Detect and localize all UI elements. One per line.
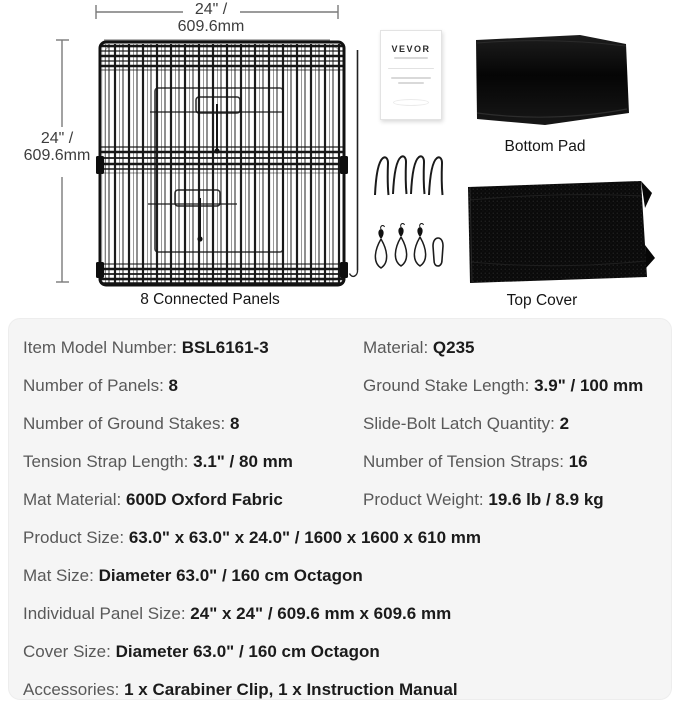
tension-strap-icon (395, 224, 406, 266)
spec-value: 19.6 lb / 8.9 kg (488, 490, 604, 509)
top-width-dimension-label (150, 1, 272, 35)
ground-stake-icon (429, 157, 443, 195)
spec-value: 8 (229, 414, 240, 433)
spec-label: Number of Ground Stakes: (23, 414, 226, 433)
panels-caption: 8 Connected Panels (140, 291, 280, 308)
bottom-pad-caption: Bottom Pad (504, 138, 586, 155)
left-height-dimension-label (10, 130, 104, 164)
spec-row (23, 481, 657, 519)
manual-text-placeholder (391, 77, 431, 79)
manual-emboss-oval (393, 99, 429, 106)
panel-stack-illustration (96, 40, 348, 285)
spec-row (23, 443, 657, 481)
spec-row (23, 329, 657, 367)
spec-item (23, 680, 657, 700)
spec-row (23, 633, 657, 671)
spec-item (363, 376, 657, 396)
vevor-logo: VEVOR (391, 44, 431, 54)
spec-value: BSL6161-3 (181, 338, 269, 357)
spec-row (23, 519, 657, 557)
spec-value: Diameter 63.0" / 160 cm Octagon (98, 566, 363, 585)
spec-label: Cover Size: (23, 642, 111, 661)
spec-row (23, 595, 657, 633)
ground-stake-icon (411, 156, 425, 194)
spec-value: 24" x 24" / 609.6 mm x 609.6 mm (190, 604, 452, 623)
dimension-text: 24" / (194, 1, 228, 18)
spec-value: 3.1" / 80 mm (193, 452, 293, 471)
spec-item (23, 642, 657, 662)
spec-label: Accessories: (23, 680, 120, 699)
tension-straps-group (375, 224, 443, 268)
spec-value: 16 (568, 452, 588, 471)
spec-item (23, 604, 657, 624)
spec-label: Mat Size: (23, 566, 94, 585)
manual-text-placeholder (398, 82, 424, 84)
spec-label: Slide-Bolt Latch Quantity: (363, 414, 555, 433)
spec-label: Item Model Number: (23, 338, 177, 357)
spec-label: Tension Strap Length: (23, 452, 189, 471)
spec-row (23, 671, 657, 705)
instruction-manual-card (380, 30, 442, 120)
spec-item (23, 528, 657, 548)
tension-strap-icon (375, 226, 386, 268)
spec-label: Product Weight: (363, 490, 484, 509)
spec-item (23, 376, 363, 396)
spec-item (363, 452, 657, 472)
spec-row (23, 405, 657, 443)
spec-value: Q235 (432, 338, 475, 357)
specifications-panel (8, 318, 672, 700)
ground-stake-icon (375, 157, 389, 195)
spec-label: Number of Tension Straps: (363, 452, 564, 471)
spec-item (23, 566, 657, 586)
spec-item (23, 452, 363, 472)
spec-value: 1 x Carabiner Clip, 1 x Instruction Manual (124, 680, 458, 699)
spec-label: Ground Stake Length: (363, 376, 530, 395)
ground-stakes-group (375, 156, 443, 195)
connector-rod-icon (350, 50, 358, 276)
dimension-text: 24" / (40, 130, 74, 147)
spec-value: 2 (559, 414, 570, 433)
carabiner-clip-icon (433, 238, 443, 266)
top-cover-caption: Top Cover (506, 292, 578, 309)
spec-value: 8 (168, 376, 178, 395)
spec-label: Mat Material: (23, 490, 122, 509)
spec-item (363, 490, 657, 510)
manual-divider (388, 68, 434, 69)
spec-label: Number of Panels: (23, 376, 164, 395)
bottom-pad-image (476, 35, 629, 125)
spec-item (363, 338, 657, 358)
spec-row (23, 367, 657, 405)
spec-item (23, 490, 363, 510)
spec-row (23, 557, 657, 595)
spec-item (23, 414, 363, 434)
spec-item (363, 414, 657, 434)
spec-value: 63.0" x 63.0" x 24.0" / 1600 x 1600 x 610 mm (128, 528, 482, 547)
spec-label: Product Size: (23, 528, 125, 547)
spec-value: Diameter 63.0" / 160 cm Octagon (115, 642, 380, 661)
dimension-text: 609.6mm (177, 18, 245, 35)
dimension-text: 609.6mm (23, 147, 91, 164)
top-cover-image (468, 181, 655, 283)
spec-value: 3.9" / 100 mm (534, 376, 644, 395)
spec-value: 600D Oxford Fabric (125, 490, 283, 509)
spec-label: Individual Panel Size: (23, 604, 186, 623)
manual-tagline-placeholder (394, 57, 428, 59)
spec-item (23, 338, 363, 358)
tension-strap-icon (414, 224, 425, 266)
ground-stake-icon (393, 156, 407, 194)
spec-label: Material: (363, 338, 429, 357)
